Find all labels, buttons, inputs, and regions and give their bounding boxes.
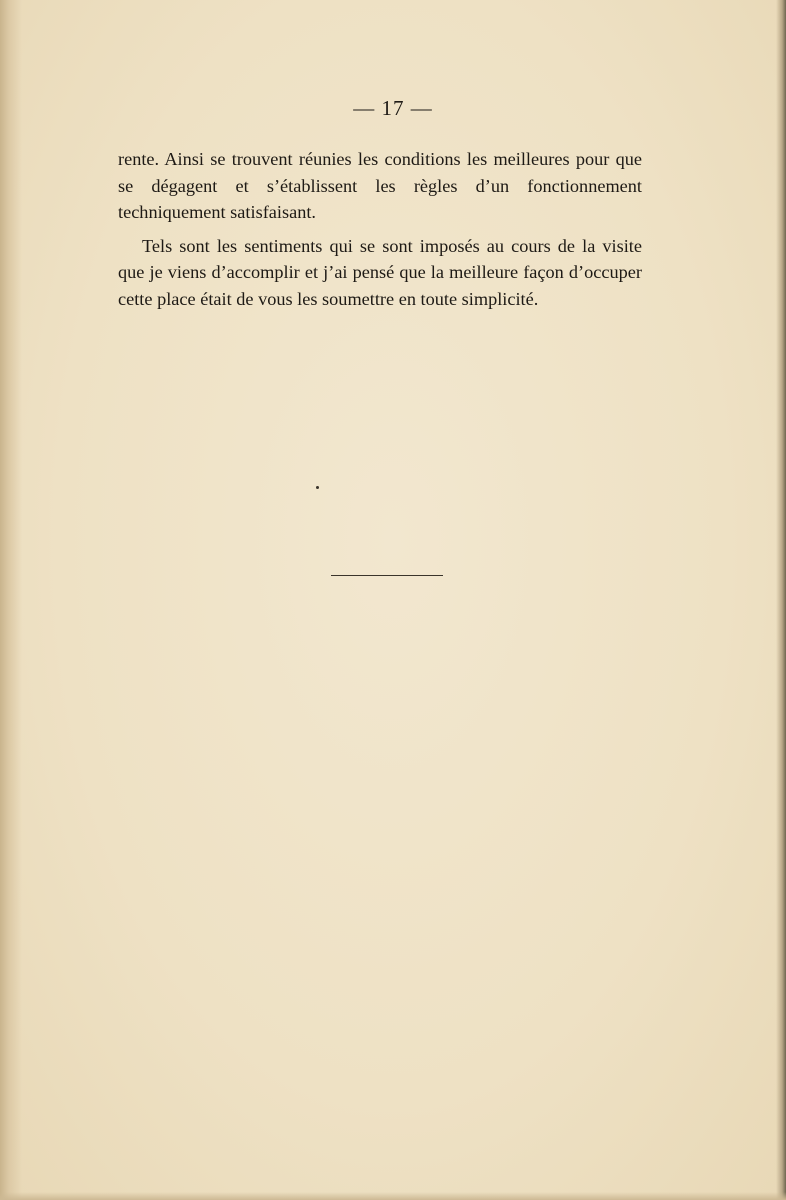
page-number: — 17 — bbox=[353, 96, 433, 120]
page-bottom-edge bbox=[0, 1192, 786, 1200]
page-right-edge bbox=[776, 0, 786, 1200]
body-text bbox=[118, 146, 642, 312]
ink-speck bbox=[316, 486, 319, 489]
page-left-edge bbox=[0, 0, 22, 1200]
section-end-rule bbox=[331, 575, 443, 576]
paragraph-1: rente. Ainsi se trouvent réunies les conditions les meilleures pour que se dégagent et s’établissent les règles d’un fonctionnement techniquement satisfaisant. bbox=[118, 149, 642, 222]
paragraph-2: Tels sont les sentiments qui se sont imposés au cours de la visite que je viens d’accomplir et j’ai pensé que la meilleure façon d’occuper cette place était de vous les soumettre en toute simplicité. bbox=[118, 235, 642, 309]
